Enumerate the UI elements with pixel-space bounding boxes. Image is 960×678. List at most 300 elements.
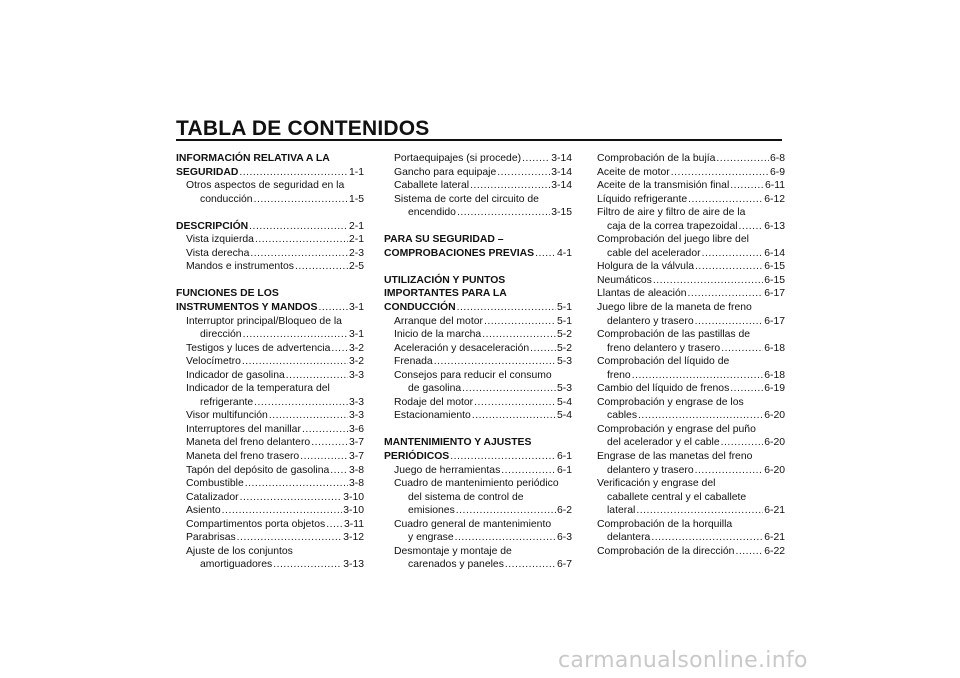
dot-leader bbox=[695, 260, 763, 274]
toc-page: 6-17 bbox=[764, 315, 785, 327]
toc-entry-line bbox=[597, 328, 785, 342]
toc-entry-line bbox=[384, 545, 572, 559]
dot-leader bbox=[302, 423, 348, 437]
toc-entry[interactable] bbox=[176, 396, 364, 410]
dot-leader bbox=[472, 409, 556, 423]
toc-label: Consejos para reducir el consumo bbox=[394, 369, 552, 381]
toc-entry[interactable] bbox=[384, 166, 572, 180]
toc-page: 6-19 bbox=[764, 383, 785, 395]
toc-label: Inicio de la marcha bbox=[394, 329, 482, 341]
dot-leader bbox=[237, 531, 343, 545]
toc-entry[interactable] bbox=[384, 396, 572, 410]
toc-page: 3-8 bbox=[348, 464, 364, 476]
toc-label: Indicador de la temperatura del bbox=[186, 383, 330, 395]
dot-leader bbox=[457, 301, 556, 315]
toc-entry-line bbox=[597, 450, 785, 464]
toc-page: 5-3 bbox=[556, 383, 572, 395]
page-title: TABLA DE CONTENIDOS bbox=[176, 117, 430, 140]
toc-entry[interactable] bbox=[176, 436, 364, 450]
dot-leader bbox=[730, 382, 763, 396]
toc-page: 3-13 bbox=[343, 559, 364, 571]
toc-entry[interactable] bbox=[384, 558, 572, 572]
toc-entry[interactable] bbox=[384, 464, 572, 478]
dot-leader bbox=[311, 436, 348, 450]
toc-page: 5-1 bbox=[556, 315, 572, 327]
dot-leader bbox=[484, 315, 556, 329]
toc-label: carenados y paneles bbox=[408, 559, 504, 571]
toc-page: 2-1 bbox=[348, 220, 364, 232]
toc-page: 6-20 bbox=[764, 410, 785, 422]
toc-label: Desmontaje y montaje de bbox=[394, 545, 512, 557]
toc-page: 6-18 bbox=[764, 369, 785, 381]
dot-leader bbox=[318, 301, 348, 315]
toc-entry[interactable] bbox=[597, 287, 785, 301]
toc-column-3 bbox=[597, 152, 785, 558]
toc-label: Aceite de motor bbox=[597, 166, 670, 178]
dot-leader bbox=[474, 396, 556, 410]
dot-leader bbox=[254, 396, 348, 410]
toc-entry[interactable] bbox=[176, 328, 364, 342]
toc-page: 3-12 bbox=[343, 532, 364, 544]
toc-entry[interactable] bbox=[597, 179, 785, 193]
toc-entry[interactable] bbox=[384, 382, 572, 396]
toc-section-entry[interactable] bbox=[176, 301, 364, 315]
toc-page: 6-11 bbox=[764, 180, 785, 192]
toc-entry[interactable] bbox=[597, 152, 785, 166]
dot-leader bbox=[300, 450, 348, 464]
toc-label: amortiguadores bbox=[200, 559, 273, 571]
toc-page: 6-12 bbox=[764, 193, 785, 205]
toc-entry[interactable] bbox=[176, 247, 364, 261]
toc-label: Aceleración y desaceleración bbox=[394, 342, 530, 354]
toc-label: CONDUCCIÓN bbox=[384, 302, 456, 314]
toc-entry[interactable] bbox=[597, 260, 785, 274]
toc-page: 2-3 bbox=[348, 247, 364, 259]
toc-page: 6-21 bbox=[764, 532, 785, 544]
toc-label: Tapón del depósito de gasolina bbox=[186, 464, 330, 476]
toc-entry[interactable] bbox=[176, 531, 364, 545]
toc-page: 2-1 bbox=[348, 234, 364, 246]
watermark: carmanualsonline.info bbox=[558, 648, 808, 673]
toc-entry[interactable] bbox=[384, 328, 572, 342]
toc-label: lateral bbox=[607, 505, 636, 517]
toc-entry-line bbox=[597, 396, 785, 410]
dot-leader bbox=[695, 464, 764, 478]
toc-label: Cambio del líquido de frenos bbox=[597, 383, 730, 395]
toc-page: 6-14 bbox=[764, 247, 785, 259]
toc-page: 5-3 bbox=[556, 356, 572, 368]
toc-label: caja de la correa trapezoidal bbox=[607, 220, 738, 232]
toc-label: Otros aspectos de seguridad en la bbox=[186, 180, 345, 192]
toc-page: 6-13 bbox=[764, 220, 785, 232]
dot-leader bbox=[456, 504, 556, 518]
toc-page: 6-22 bbox=[764, 545, 785, 557]
dot-leader bbox=[671, 166, 769, 180]
toc-label: refrigerante bbox=[200, 396, 254, 408]
toc-label: delantera bbox=[607, 532, 651, 544]
title-rule bbox=[176, 139, 782, 141]
toc-page: 3-3 bbox=[348, 410, 364, 422]
toc-label: Holgura de la válvula bbox=[597, 261, 695, 273]
toc-label: Estacionamiento bbox=[394, 410, 471, 422]
toc-entry[interactable] bbox=[597, 166, 785, 180]
toc-entry-line bbox=[384, 477, 572, 491]
toc-entry[interactable] bbox=[176, 233, 364, 247]
toc-entry[interactable] bbox=[597, 504, 785, 518]
toc-label: Sistema de corte del circuito de bbox=[394, 193, 539, 205]
toc-section-entry[interactable] bbox=[384, 301, 572, 315]
dot-leader bbox=[286, 369, 348, 383]
toc-column-2 bbox=[384, 152, 572, 572]
toc-label: Mandos e instrumentos bbox=[186, 261, 295, 273]
toc-label: Maneta del freno delantero bbox=[186, 437, 311, 449]
toc-entry[interactable] bbox=[176, 558, 364, 572]
toc-label: FUNCIONES DE LOS bbox=[176, 288, 279, 300]
toc-column-1 bbox=[176, 152, 364, 572]
toc-entry[interactable] bbox=[597, 545, 785, 559]
toc-label: Asiento bbox=[186, 505, 221, 517]
toc-entry-line bbox=[597, 491, 785, 505]
toc-page: 3-3 bbox=[348, 396, 364, 408]
toc-label: Líquido refrigerante bbox=[597, 193, 688, 205]
toc-entry-line bbox=[597, 233, 785, 247]
toc-label: INSTRUMENTOS Y MANDOS bbox=[176, 302, 318, 314]
dot-leader bbox=[249, 220, 348, 234]
toc-entry-line bbox=[384, 518, 572, 532]
toc-entry-line bbox=[384, 491, 572, 505]
toc-entry-line bbox=[597, 477, 785, 491]
toc-page: 6-2 bbox=[556, 505, 572, 517]
toc-entry[interactable] bbox=[176, 518, 364, 532]
dot-leader bbox=[245, 477, 348, 491]
toc-label: INFORMACIÓN RELATIVA A LA bbox=[176, 153, 330, 164]
dot-leader bbox=[242, 355, 348, 369]
toc-label: caballete central y el caballete bbox=[607, 491, 747, 503]
dot-leader bbox=[721, 342, 763, 356]
toc-entry-line bbox=[597, 423, 785, 437]
toc-label: conducción bbox=[200, 193, 253, 205]
dot-leader bbox=[255, 233, 348, 247]
dot-leader bbox=[505, 558, 556, 572]
toc-label: Vista izquierda bbox=[186, 234, 254, 246]
dot-leader bbox=[434, 355, 556, 369]
toc-section-heading bbox=[384, 287, 572, 301]
toc-entry[interactable] bbox=[384, 315, 572, 329]
toc-section-heading bbox=[384, 274, 572, 288]
toc-entry[interactable] bbox=[384, 409, 572, 423]
toc-label: COMPROBACIONES PREVIAS bbox=[384, 247, 535, 259]
toc-page: 5-4 bbox=[556, 396, 572, 408]
dot-leader bbox=[721, 436, 764, 450]
toc-label: encendido bbox=[408, 207, 456, 219]
toc-page: 6-9 bbox=[769, 166, 785, 178]
dot-leader bbox=[455, 531, 556, 545]
toc-label: Combustible bbox=[186, 478, 244, 490]
toc-page: 6-20 bbox=[764, 437, 785, 449]
toc-page: 3-15 bbox=[551, 207, 572, 219]
dot-leader bbox=[695, 315, 764, 329]
dot-leader bbox=[688, 287, 764, 301]
toc-page: 6-8 bbox=[769, 153, 785, 164]
toc-label: del acelerador y el cable bbox=[607, 437, 720, 449]
dot-leader bbox=[254, 193, 348, 207]
dot-leader bbox=[497, 166, 550, 180]
dot-leader bbox=[462, 382, 556, 396]
toc-section-heading bbox=[384, 233, 572, 247]
toc-label: PARA SU SEGURIDAD – bbox=[384, 234, 504, 246]
toc-entry[interactable] bbox=[176, 193, 364, 207]
toc-label: cable del acelerador bbox=[607, 247, 701, 259]
dot-leader bbox=[735, 545, 763, 559]
toc-label: Testigos y luces de advertencia bbox=[186, 342, 331, 354]
toc-entry[interactable] bbox=[384, 504, 572, 518]
toc-label: Gancho para equipaje bbox=[394, 166, 497, 178]
toc-entry[interactable] bbox=[176, 260, 364, 274]
toc-page: 3-2 bbox=[348, 356, 364, 368]
toc-label: Comprobación de la dirección bbox=[597, 545, 735, 557]
toc-label: IMPORTANTES PARA LA bbox=[384, 288, 507, 300]
toc-entry[interactable] bbox=[384, 152, 572, 166]
toc-label: Interruptores del manillar bbox=[186, 423, 301, 435]
toc-label: delantero y trasero bbox=[607, 315, 694, 327]
toc-entry[interactable] bbox=[597, 436, 785, 450]
toc-label: Rodaje del motor bbox=[394, 396, 474, 408]
toc-label: Vista derecha bbox=[186, 247, 250, 259]
toc-label: freno delantero y trasero bbox=[607, 342, 721, 354]
dot-leader bbox=[240, 491, 343, 505]
toc-entry[interactable] bbox=[384, 342, 572, 356]
toc-entry-line bbox=[176, 179, 364, 193]
toc-page: 6-18 bbox=[764, 342, 785, 354]
dot-leader bbox=[331, 342, 348, 356]
toc-label: MANTENIMIENTO Y AJUSTES bbox=[384, 437, 532, 449]
toc-label: Catalizador bbox=[186, 491, 239, 503]
toc-page: 3-14 bbox=[551, 166, 572, 178]
toc-label: Neumáticos bbox=[597, 274, 652, 286]
toc-label: dirección bbox=[200, 329, 242, 341]
dot-leader bbox=[250, 247, 348, 261]
toc-page: 6-1 bbox=[556, 451, 572, 463]
toc-label: Comprobación de la horquilla bbox=[597, 518, 733, 530]
toc-page: 1-1 bbox=[348, 166, 364, 178]
toc-label: Comprobación de las pastillas de bbox=[597, 329, 751, 341]
toc-entry[interactable] bbox=[597, 409, 785, 423]
toc-label: freno bbox=[607, 369, 631, 381]
toc-label: Engrase de las manetas del freno bbox=[597, 451, 753, 463]
toc-page: 6-1 bbox=[556, 464, 572, 476]
toc-section-entry[interactable] bbox=[176, 166, 364, 180]
toc-entry[interactable] bbox=[597, 220, 785, 234]
toc-page: 2-5 bbox=[348, 261, 364, 273]
toc-page: 3-7 bbox=[348, 451, 364, 463]
toc-label: Caballete lateral bbox=[394, 180, 470, 192]
toc-page: 3-6 bbox=[348, 423, 364, 435]
toc-label: Aceite de la transmisión final bbox=[597, 180, 730, 192]
toc-page: 3-8 bbox=[348, 478, 364, 490]
toc-page: 6-3 bbox=[556, 532, 572, 544]
toc-entry[interactable] bbox=[597, 464, 785, 478]
toc-entry[interactable] bbox=[176, 423, 364, 437]
toc-page: 6-20 bbox=[764, 464, 785, 476]
dot-leader bbox=[716, 152, 769, 166]
dot-leader bbox=[730, 179, 764, 193]
toc-page: 4-1 bbox=[556, 247, 572, 259]
toc-label: Visor multifunción bbox=[186, 410, 268, 422]
dot-leader bbox=[222, 504, 343, 518]
toc-section-entry[interactable] bbox=[384, 247, 572, 261]
toc-label: Juego libre de la maneta de freno bbox=[597, 302, 752, 314]
toc-label: Cuadro de mantenimiento periódico bbox=[394, 478, 559, 490]
toc-entry[interactable] bbox=[597, 193, 785, 207]
toc-page: 5-4 bbox=[556, 410, 572, 422]
toc-page: 3-1 bbox=[348, 302, 364, 314]
toc-entry[interactable] bbox=[176, 450, 364, 464]
toc-entry[interactable] bbox=[384, 206, 572, 220]
toc-entry[interactable] bbox=[176, 464, 364, 478]
toc-label: Comprobación y engrase de los bbox=[597, 396, 744, 408]
toc-entry[interactable] bbox=[176, 342, 364, 356]
toc-entry-line bbox=[597, 518, 785, 532]
toc-entry-line bbox=[384, 369, 572, 383]
toc-label: PERIÓDICOS bbox=[384, 451, 450, 463]
toc-page: 6-15 bbox=[764, 261, 785, 273]
toc-entry[interactable] bbox=[176, 504, 364, 518]
toc-label: Juego de herramientas bbox=[394, 464, 501, 476]
toc-page: 5-1 bbox=[556, 302, 572, 314]
dot-leader bbox=[482, 328, 556, 342]
toc-page: 3-14 bbox=[551, 180, 572, 192]
toc-label: Indicador de gasolina bbox=[186, 369, 285, 381]
dot-leader bbox=[239, 166, 348, 180]
dot-leader bbox=[636, 504, 763, 518]
toc-label: Compartimentos porta objetos bbox=[186, 518, 326, 530]
toc-label: y engrase bbox=[408, 532, 454, 544]
toc-page: 3-14 bbox=[551, 153, 572, 164]
toc-label: delantero y trasero bbox=[607, 464, 694, 476]
toc-entry-line bbox=[597, 301, 785, 315]
toc-label: Interruptor principal/Bloqueo de la bbox=[186, 315, 342, 327]
toc-label: Comprobación de la bujía bbox=[597, 153, 716, 164]
toc-label: DESCRIPCIÓN bbox=[176, 220, 249, 232]
toc-entry-line bbox=[176, 382, 364, 396]
toc-page: 3-7 bbox=[348, 437, 364, 449]
dot-leader bbox=[295, 260, 348, 274]
dot-leader bbox=[457, 206, 550, 220]
toc-entry[interactable] bbox=[384, 355, 572, 369]
toc-entry[interactable] bbox=[176, 369, 364, 383]
toc-entry[interactable] bbox=[384, 531, 572, 545]
toc-label: Frenada bbox=[394, 356, 433, 368]
toc-label: Filtro de aire y filtro de aire de la bbox=[597, 207, 746, 219]
toc-label: UTILIZACIÓN Y PUNTOS bbox=[384, 274, 506, 286]
toc-label: cables bbox=[607, 410, 638, 422]
toc-label: SEGURIDAD bbox=[176, 166, 239, 178]
toc-label: Maneta del freno trasero bbox=[186, 451, 300, 463]
toc-page: 6-7 bbox=[556, 559, 572, 571]
toc-label: Comprobación del juego libre del bbox=[597, 234, 749, 246]
toc-label: Llantas de aleación bbox=[597, 288, 687, 300]
toc-page: 3-2 bbox=[348, 342, 364, 354]
toc-label: Comprobación del líquido de bbox=[597, 356, 730, 368]
toc-page: 6-17 bbox=[764, 288, 785, 300]
toc-label: del sistema de control de bbox=[408, 491, 524, 503]
toc-page: 3-11 bbox=[343, 518, 364, 530]
toc-label: Verificación y engrase del bbox=[597, 478, 716, 490]
toc-entry[interactable] bbox=[597, 382, 785, 396]
toc-section-heading bbox=[176, 287, 364, 301]
dot-leader bbox=[702, 247, 764, 261]
toc-section-heading bbox=[384, 436, 572, 450]
dot-leader bbox=[522, 152, 550, 166]
toc-page: 3-3 bbox=[348, 369, 364, 381]
toc-page: 6-15 bbox=[764, 274, 785, 286]
toc-entry-line bbox=[384, 193, 572, 207]
dot-leader bbox=[501, 464, 556, 478]
toc-label: Parabrisas bbox=[186, 532, 236, 544]
dot-leader bbox=[243, 328, 348, 342]
toc-section-heading bbox=[176, 152, 364, 166]
dot-leader bbox=[638, 409, 763, 423]
dot-leader bbox=[653, 274, 763, 288]
toc-entry[interactable] bbox=[176, 491, 364, 505]
dot-leader bbox=[273, 558, 342, 572]
toc-page: 3-10 bbox=[343, 505, 364, 517]
dot-leader bbox=[450, 450, 556, 464]
toc-page: 5-2 bbox=[556, 329, 572, 341]
dot-leader bbox=[739, 220, 764, 234]
dot-leader bbox=[688, 193, 763, 207]
toc-section-entry[interactable] bbox=[176, 220, 364, 234]
toc-label: Cuadro general de mantenimiento bbox=[394, 518, 552, 530]
toc-entry-line bbox=[176, 315, 364, 329]
toc-section-entry[interactable] bbox=[384, 450, 572, 464]
toc-label: Portaequipajes (si procede) bbox=[394, 153, 522, 164]
toc-label: Arranque del motor bbox=[394, 315, 483, 327]
dot-leader bbox=[326, 518, 343, 532]
toc-entry[interactable] bbox=[597, 315, 785, 329]
dot-leader bbox=[530, 342, 556, 356]
toc-entry-line bbox=[597, 206, 785, 220]
toc-entry-line bbox=[176, 545, 364, 559]
dot-leader bbox=[651, 531, 763, 545]
dot-leader bbox=[535, 247, 556, 261]
toc-label: Ajuste de los conjuntos bbox=[186, 545, 293, 557]
toc-label: Velocímetro bbox=[186, 356, 241, 368]
toc-entry[interactable] bbox=[597, 531, 785, 545]
toc-entry[interactable] bbox=[176, 355, 364, 369]
dot-leader bbox=[470, 179, 550, 193]
toc-entry-line bbox=[597, 355, 785, 369]
toc-label: de gasolina bbox=[408, 383, 462, 395]
dot-leader bbox=[632, 369, 764, 383]
dot-leader bbox=[269, 409, 348, 423]
toc-page: 6-21 bbox=[764, 505, 785, 517]
toc-page: 5-2 bbox=[556, 342, 572, 354]
toc-entry[interactable] bbox=[597, 369, 785, 383]
toc-label: emisiones bbox=[408, 505, 455, 517]
toc-page: 3-1 bbox=[348, 329, 364, 341]
toc-entry[interactable] bbox=[176, 477, 364, 491]
toc-label: Comprobación y engrase del puño bbox=[597, 423, 756, 435]
dot-leader bbox=[330, 464, 348, 478]
toc-entry[interactable] bbox=[597, 342, 785, 356]
toc-entry[interactable] bbox=[597, 247, 785, 261]
toc-entry[interactable] bbox=[176, 409, 364, 423]
toc-page: 1-5 bbox=[348, 193, 364, 205]
toc-entry[interactable] bbox=[597, 274, 785, 288]
toc-entry[interactable] bbox=[384, 179, 572, 193]
toc-page: 3-10 bbox=[343, 491, 364, 503]
